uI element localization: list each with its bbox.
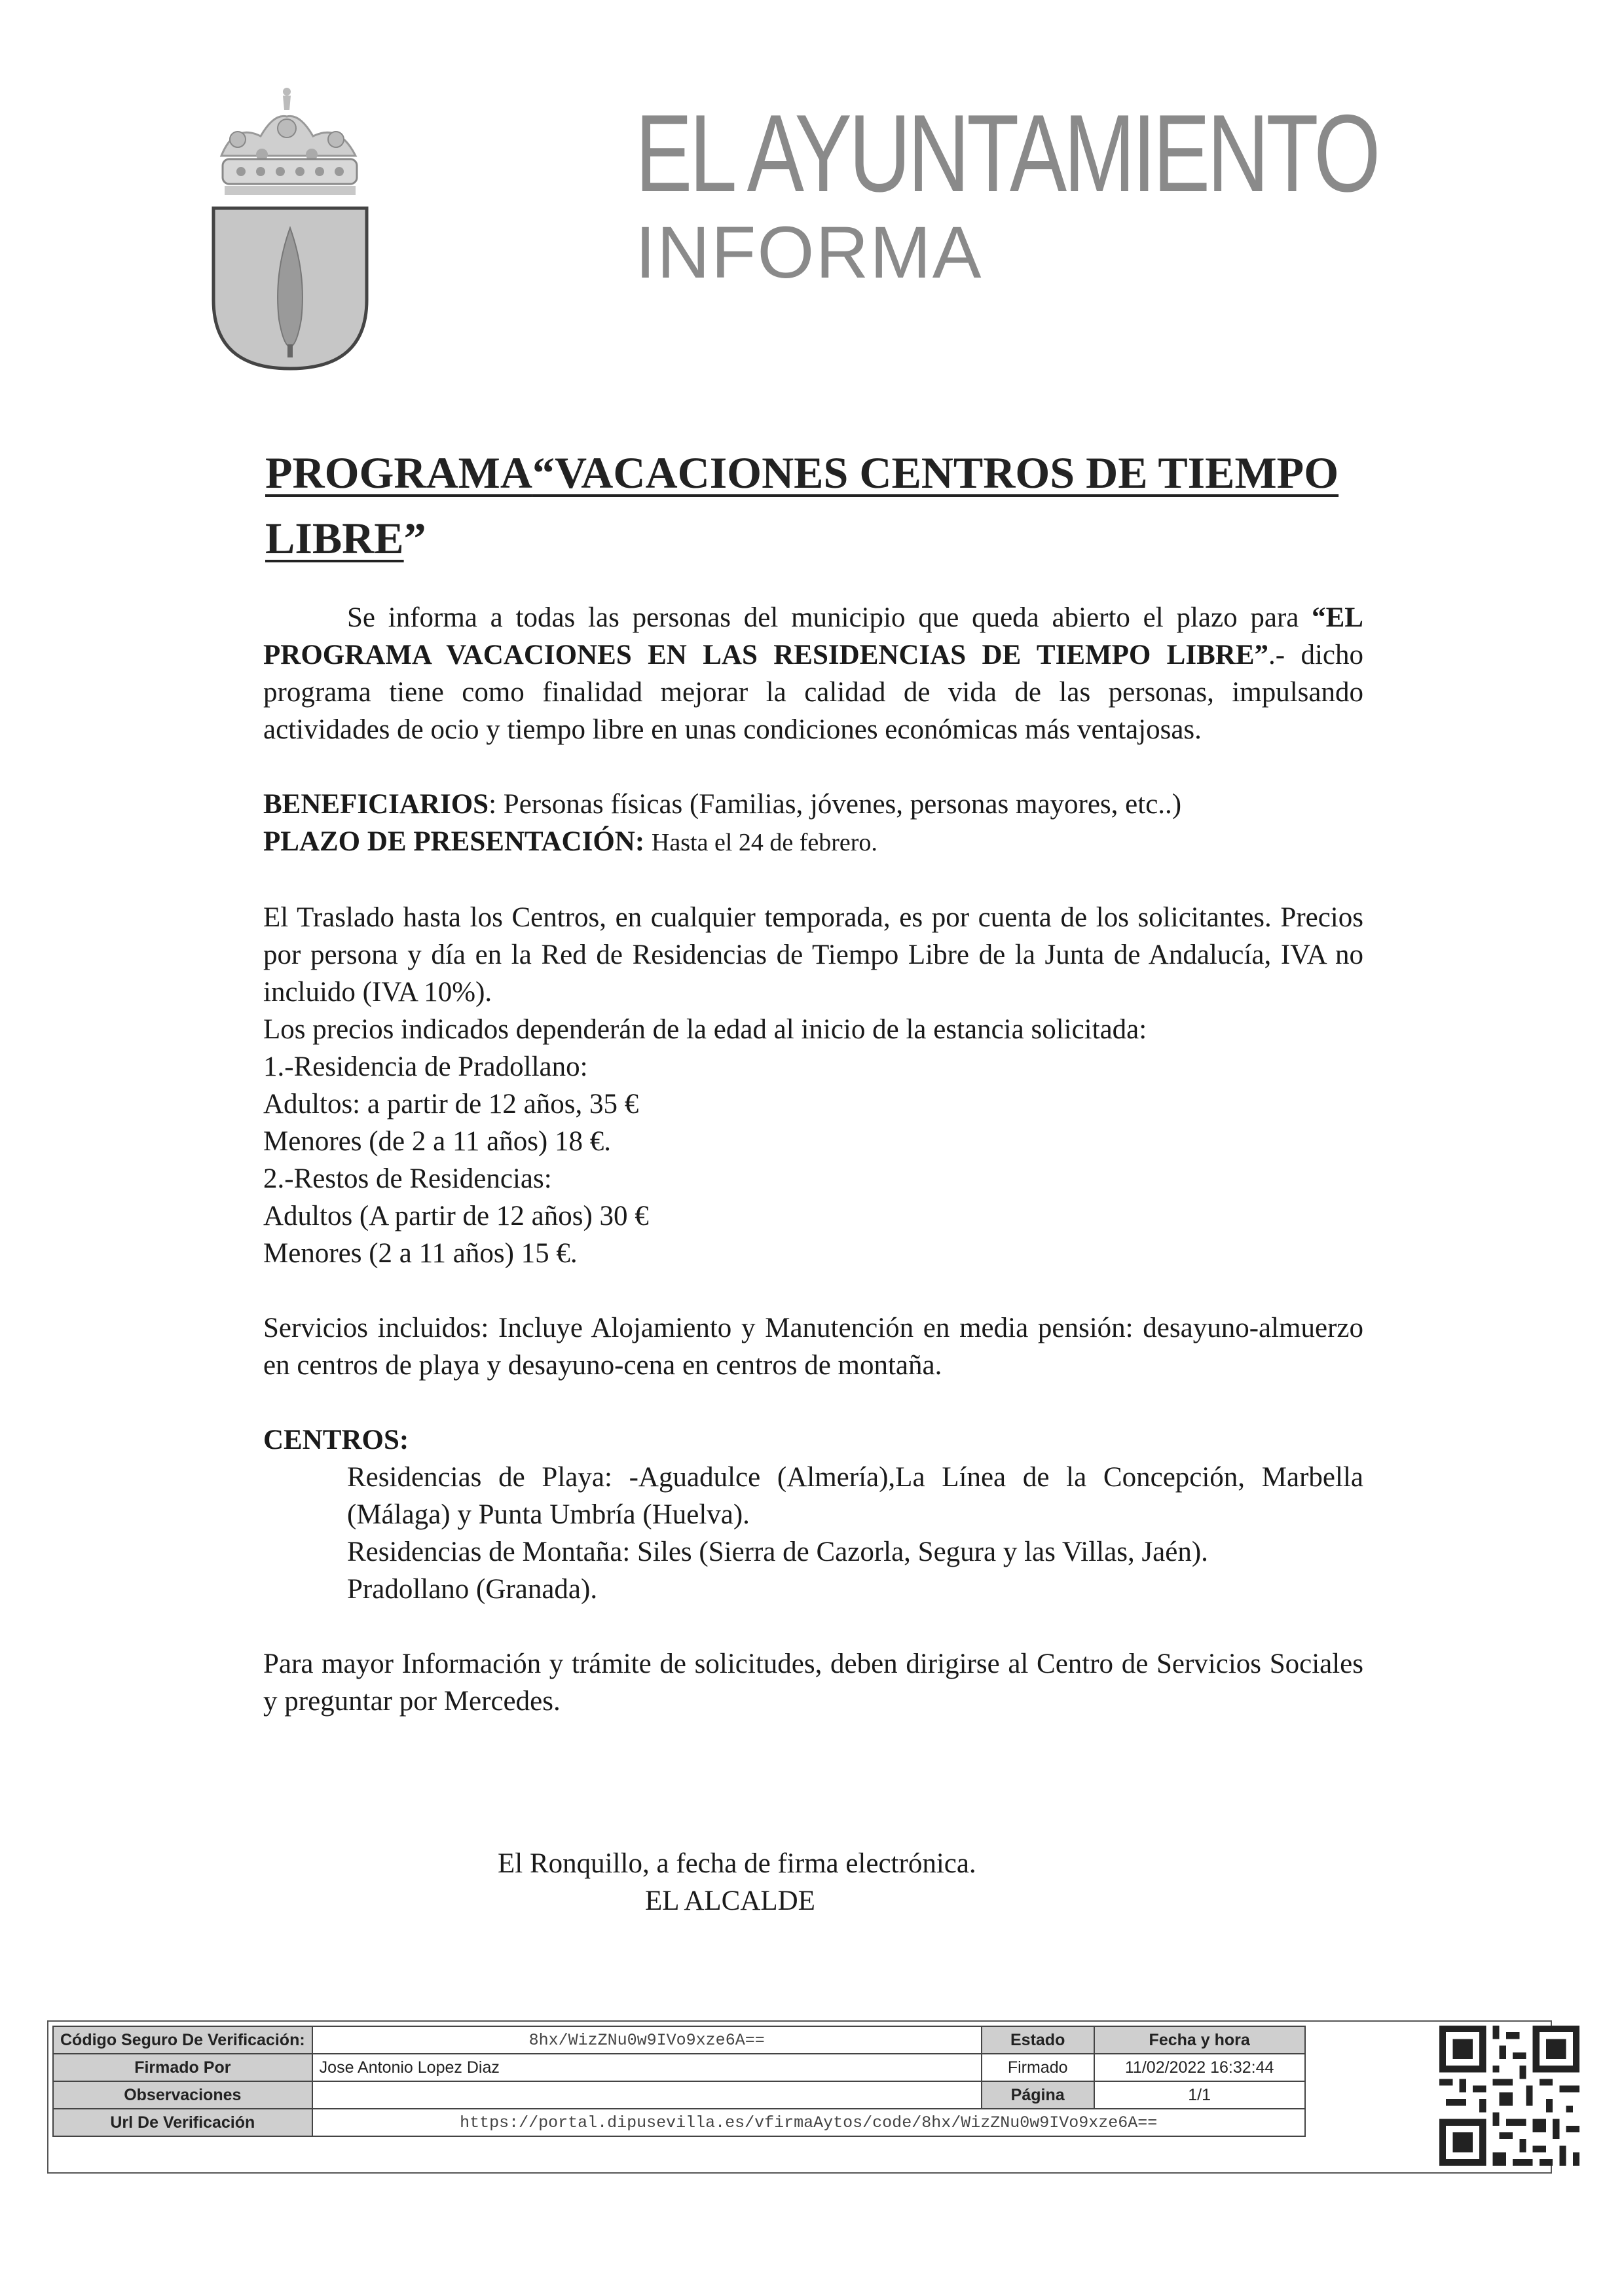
- pagina-value: 1/1: [1094, 2081, 1305, 2109]
- intro-program-name: “EL PROGRAMA VACACIONES EN LAS RESIDENCIAS DE TIEMPO LIBRE”: [263, 602, 1363, 670]
- intro-paragraph: [263, 599, 1363, 748]
- title-part-1: PROGRAMA: [265, 448, 532, 498]
- table-row: [53, 2054, 1305, 2081]
- municipal-coat-of-arms-icon: [208, 77, 373, 373]
- plazo-label: PLAZO DE PRESENTACIÓN:: [263, 826, 645, 857]
- estado-value: Firmado: [982, 2054, 1094, 2081]
- fecha-label: Fecha y hora: [1094, 2026, 1305, 2054]
- beneficiarios-line: [263, 786, 1363, 823]
- traslado-paragraph: El Traslado hasta los Centros, en cualquier temporada, es por cuenta de los solicitantes. Precios por persona y día en la Red de Residencias de Tiempo Libre de la Junta de Andalucía, IVA no incluido (IVA 10%).: [263, 902, 1363, 1008]
- table-row: [53, 2026, 1305, 2054]
- centros-playa: Residencias de Playa: -Aguadulce (Almería),La Línea de la Concepción, Marbella (Málaga) y Punta Umbría (Huelva).: [347, 1462, 1363, 1530]
- document-title: [265, 440, 1365, 571]
- codigo-label: Código Seguro De Verificación:: [53, 2026, 312, 2054]
- observaciones-label: Observaciones: [53, 2081, 312, 2109]
- centros-montana: Residencias de Montaña: Siles (Sierra de Cazorla, Segura y las Villas, Jaén).: [347, 1537, 1208, 1567]
- centros-label: CENTROS:: [263, 1425, 409, 1455]
- servicios-paragraph: Servicios incluidos: Incluye Alojamiento y Manutención en media pensión: desayuno-almuerzo en centros de playa y desayuno-cena en centros de montaña.: [263, 1313, 1363, 1381]
- beneficiarios-text: : Personas físicas (Familias, jóvenes, personas mayores, etc..): [489, 789, 1182, 820]
- price-line: Menores (2 a 11 años) 15 €.: [263, 1238, 578, 1269]
- document-body: [263, 599, 1363, 1720]
- title-close-quote: ”: [403, 513, 426, 563]
- title-part-2: “VACACIONES CENTROS DE TIEMPO LIBRE: [265, 448, 1339, 563]
- table-row: [53, 2109, 1305, 2136]
- firmante-value: Jose Antonio Lopez Diaz: [312, 2054, 982, 2081]
- url-label: Url De Verificación: [53, 2109, 312, 2136]
- estado-label: Estado: [982, 2026, 1094, 2054]
- verification-box: [47, 2020, 1552, 2174]
- table-row: [53, 2081, 1305, 2109]
- intro-text-1: Se informa a todas las personas del municipio que queda abierto el plazo para: [347, 602, 1312, 633]
- header-line-1: EL AYUNTAMIENTO: [635, 92, 1378, 215]
- price-line: 2.-Restos de Residencias:: [263, 1163, 552, 1194]
- beneficiarios-label: BENEFICIARIOS: [263, 789, 489, 820]
- pagina-label: Página: [982, 2081, 1094, 2109]
- firmado-label: Firmado Por: [53, 2054, 312, 2081]
- price-line: Adultos: a partir de 12 años, 35 €: [263, 1089, 639, 1120]
- intro-text-2: .- dicho programa tiene como finalidad mejorar la calidad de vida de las personas, impulsando actividades de ocio y tiempo libre en unas condiciones económicas más ventajosas.: [263, 640, 1363, 745]
- qr-code-icon: [1439, 2026, 1579, 2166]
- price-line: Menores (de 2 a 11 años) 18 €.: [263, 1126, 611, 1157]
- price-line: Los precios indicados dependerán de la edad al inicio de la estancia solicitada:: [263, 1014, 1147, 1045]
- price-line: 1.-Residencia de Pradollano:: [263, 1051, 588, 1082]
- signature-place: El Ronquillo, a fecha de firma electrónica.: [498, 1848, 976, 1879]
- observaciones-value: [312, 2081, 982, 2109]
- plazo-line: [263, 823, 1363, 862]
- url-link[interactable]: https://portal.dipusevilla.es/vfirmaAytos/code/8hx/WizZNu0w9IVo9xze6A==: [312, 2109, 1305, 2136]
- signature-role: EL ALCALDE: [645, 1886, 815, 1916]
- centros-pradollano: Pradollano (Granada).: [347, 1574, 598, 1605]
- header-line-2: INFORMA: [635, 211, 983, 293]
- header-title: [635, 92, 1378, 293]
- contacto-paragraph: Para mayor Información y trámite de solicitudes, deben dirigirse al Centro de Servicios Sociales y preguntar por Mercedes.: [263, 1649, 1363, 1717]
- plazo-text: Hasta el 24 de febrero.: [651, 829, 877, 856]
- price-line: Adultos (A partir de 12 años) 30 €: [263, 1201, 649, 1231]
- codigo-value: 8hx/WizZNu0w9IVo9xze6A==: [312, 2026, 982, 2054]
- verification-table: [52, 2026, 1306, 2137]
- fecha-value: 11/02/2022 16:32:44: [1094, 2054, 1305, 2081]
